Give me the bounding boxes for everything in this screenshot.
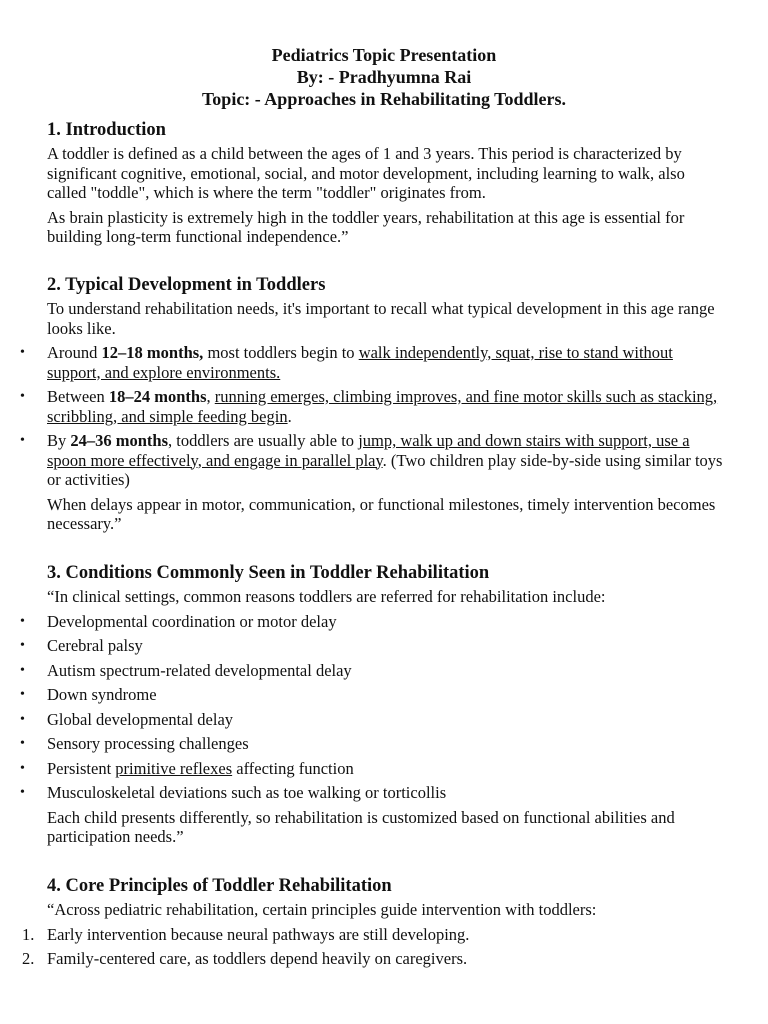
paragraph: A toddler is defined as a child between the ages of 1 and 3 years. This period is characterized by significant cognitive, emotional, social, and motor development, including learning to walk, also called "toddle", which is where the term "toddler" originates from. xyxy=(47,144,685,202)
document-author: By: - Pradhyumna Rai xyxy=(296,67,472,87)
conditions-list xyxy=(0,612,768,803)
list-item: 2. Family-centered care, as toddlers depend heavily on caregivers. xyxy=(22,949,468,968)
list-item: • Developmental coordination or motor delay xyxy=(0,612,768,632)
section-conditions xyxy=(0,561,768,847)
list-item: • Between 18–24 months, running emerges, climbing improves, and fine motor skills such as stacking, scribbling, and simple feeding begin. xyxy=(0,387,768,426)
document-title: Pediatrics Topic Presentation xyxy=(271,45,497,65)
document-header xyxy=(0,0,768,110)
milestone-list xyxy=(0,343,768,490)
list-item: • Persistent primitive reflexes affecting function xyxy=(0,759,768,779)
paragraph: “In clinical settings, common reasons toddlers are referred for rehabilitation include: xyxy=(47,587,606,606)
section-core-principles xyxy=(0,874,768,969)
principles-list xyxy=(0,925,768,969)
section-heading: 2. Typical Development in Toddlers xyxy=(47,275,326,295)
list-item: • Sensory processing challenges xyxy=(0,734,768,754)
section-heading: 4. Core Principles of Toddler Rehabilitation xyxy=(47,876,392,896)
list-item: • Autism spectrum-related developmental delay xyxy=(0,661,768,681)
paragraph: When delays appear in motor, communication, or functional milestones, timely intervention becomes necessary.” xyxy=(47,494,716,533)
paragraph: “Across pediatric rehabilitation, certain principles guide intervention with toddlers: xyxy=(47,900,597,919)
list-item: • By 24–36 months, toddlers are usually able to jump, walk up and down stairs with support, use a spoon more effectively, and engage in parallel play. (Two children play side-by-side using similar toys or activities) xyxy=(0,431,768,490)
list-item: • Around 12–18 months, most toddlers begin to walk independently, squat, rise to stand without support, and explore environments. xyxy=(0,343,768,382)
list-item: 1. Early intervention because neural pathways are still developing. xyxy=(22,924,470,944)
list-item: • Musculoskeletal deviations such as toe walking or torticollis xyxy=(0,783,768,803)
paragraph: To understand rehabilitation needs, it's important to recall what typical development in this age range looks like. xyxy=(47,299,715,338)
section-heading: 3. Conditions Commonly Seen in Toddler Rehabilitation xyxy=(47,563,490,583)
section-introduction xyxy=(0,118,768,247)
section-typical-development xyxy=(0,273,768,534)
list-number: 2. xyxy=(22,949,35,968)
paragraph: Each child presents differently, so rehabilitation is customized based on functional abilities and participation needs.” xyxy=(47,807,675,846)
list-item: • Cerebral palsy xyxy=(0,636,768,656)
list-number: 1. xyxy=(22,924,35,944)
list-item: • Down syndrome xyxy=(0,685,768,705)
paragraph: As brain plasticity is extremely high in the toddler years, rehabilitation at this age is essential for building long-term functional independence.” xyxy=(47,207,685,246)
section-heading: 1. Introduction xyxy=(47,120,166,140)
list-item: • Global developmental delay xyxy=(0,710,768,730)
document-topic: Topic: - Approaches in Rehabilitating Toddlers. xyxy=(201,89,567,109)
